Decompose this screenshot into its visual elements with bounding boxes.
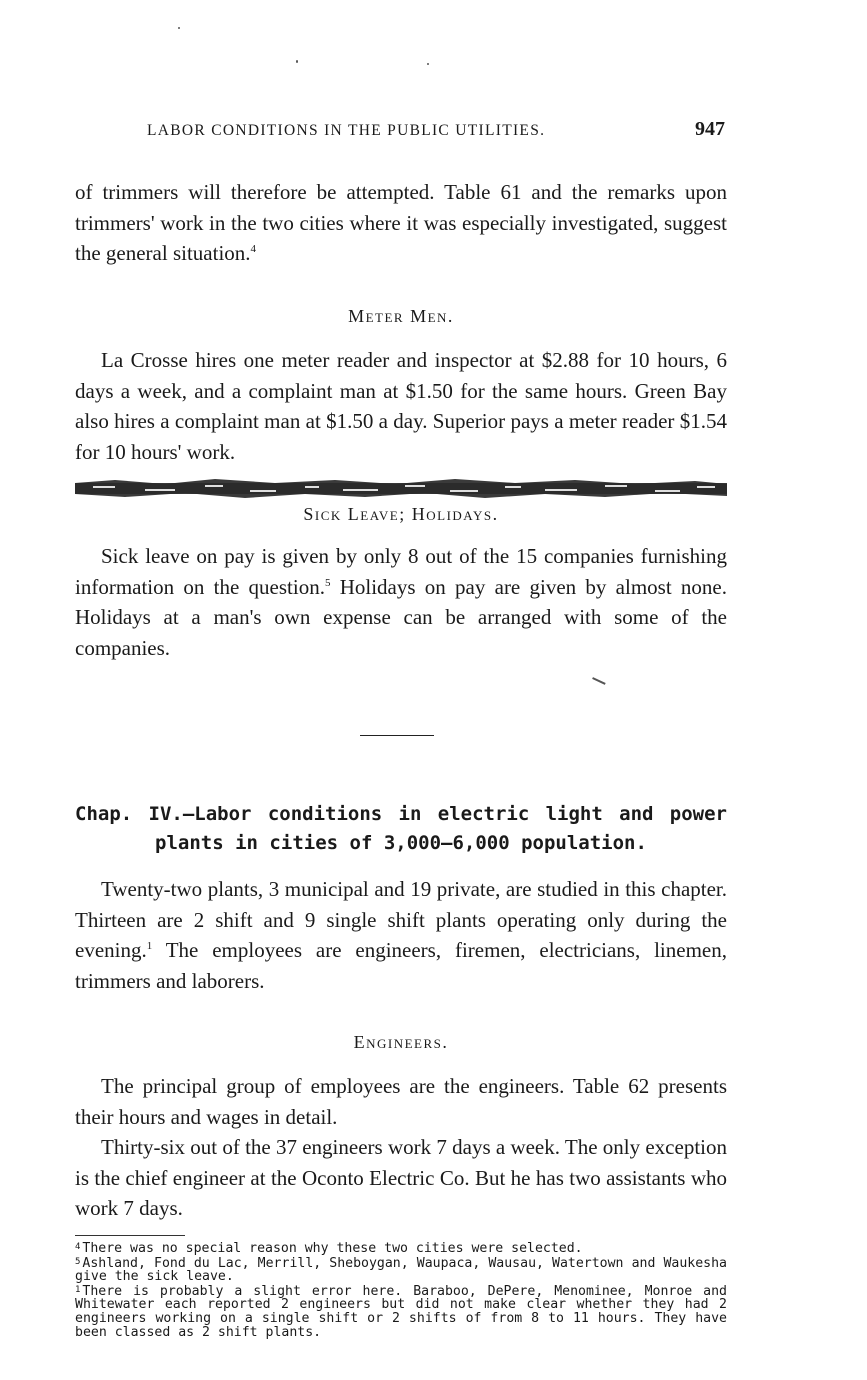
paragraph-meter-men: La Crosse hires one meter reader and inspector at $2.88 for 10 hours, 6 days a week, and a complaint man at $1.50 for the same hours. Green Bay also hires a complaint man at $1.50 a day. Superior pays a meter reader $1.54 for 10 hours' work. — [75, 348, 727, 464]
footnote-ref: 1 — [146, 940, 153, 952]
paragraph-text: of trimmers will therefore be attempted. Table 61 and the remarks upon trimmers' work in the two cities where it was especially investigated, suggest the general situation. — [75, 180, 727, 265]
footnote-mark: 5 — [75, 1256, 81, 1267]
chapter-heading — [75, 800, 727, 858]
document-page — [75, 0, 727, 1380]
footnote — [75, 1256, 727, 1284]
paragraph-trimmers — [75, 177, 727, 269]
page-number: 947 — [695, 118, 725, 140]
running-head — [75, 118, 727, 146]
footnote-mark: 4 — [75, 1242, 81, 1252]
paragraph-sick-leave — [75, 541, 727, 663]
running-title: LABOR CONDITIONS IN THE PUBLIC UTILITIES. — [147, 122, 546, 139]
footnote-text: Ashland, Fond du Lac, Merrill, Sheboygan, Waupaca, Wausau, Watertown and Waukesha give the sick leave. — [75, 1255, 727, 1285]
section-divider — [360, 735, 434, 736]
footnote — [75, 1241, 727, 1256]
heading-meter-men: Meter Men. — [348, 306, 454, 326]
paragraph-engineers-1: The principal group of employees are the engineers. Table 62 presents their hours and wages in detail. — [75, 1074, 727, 1129]
paragraph-text: Sick leave on pay is given by only 8 out of the 15 companies furnishing information on the question. — [75, 544, 727, 599]
footnote-ref: 4 — [250, 243, 257, 255]
scan-ink-smudge — [75, 478, 727, 500]
paragraph-engineers-2: Thirty-six out of the 37 engineers work 7 days a week. The only exception is the chief engineer at the Oconto Electric Co. But he has two assistants who work 7 days. — [75, 1135, 727, 1220]
footnote-ref: 5 — [324, 576, 331, 589]
paragraph-text: Holidays on pay are given by almost none. Holidays at a man's own expense can be arranged with some of the companies. — [75, 574, 727, 660]
footnote-text: There was no special reason why these two cities were selected. — [82, 1241, 583, 1256]
paragraph-text: The employees are engineers, firemen, electricians, linemen, trimmers and laborers. — [75, 938, 727, 993]
footnotes — [75, 1241, 727, 1339]
footnote — [75, 1284, 727, 1339]
paragraph-chapter-intro — [75, 874, 727, 996]
footnote-mark: 1 — [75, 1284, 81, 1295]
footnote-rule — [75, 1235, 185, 1236]
chapter-heading-line-2: plants in cities of 3,000–6,000 population. — [155, 832, 647, 854]
heading-engineers: Engineers. — [353, 1032, 449, 1052]
heading-sick-leave: Sick Leave; Holidays. — [303, 504, 499, 524]
chapter-heading-line-1: Chap. IV.—Labor conditions in electric light and power — [75, 803, 727, 825]
footnote-text: There is probably a slight error here. Baraboo, DePere, Menominee, Monroe and Whitewater each reported 2 engineers but did not make clear whether they had 2 engineers working on a single shift or 2 shifts of from 8 to 11 hours. They have been classed as 2 shift plants. — [75, 1283, 727, 1340]
paragraph-text: Twenty-two plants, 3 municipal and 19 private, are studied in this chapter. Thirteen are 2 shift and 9 single shift plants operating only during the evening. — [75, 877, 727, 962]
